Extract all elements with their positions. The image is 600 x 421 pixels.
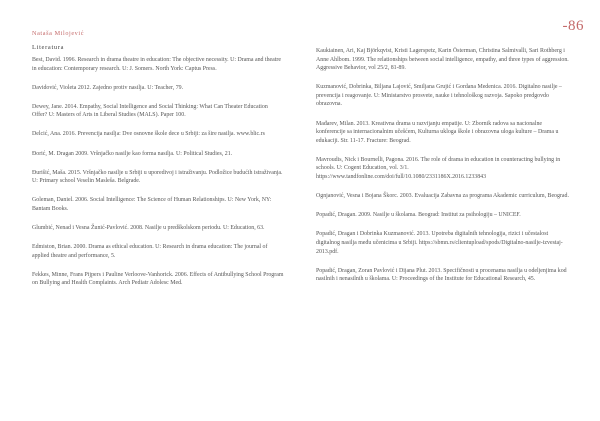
left-column bbox=[32, 56, 284, 299]
reference-entry: Kaukiainen, Ari, Kaj Björkqvist, Kristi Lagerspetz, Karin Österman, Christina Salmivalli, Sari Rothberg i Anne Ahlbom. 1999. The relationships between social intelligence, empathy, and three types of aggression. Aggressive Behavior, vol 25/2, 81-89. bbox=[316, 48, 569, 72]
reference-entry: Glumbić, Nenad i Vesna Žunić-Pavlović. 2008. Nasilje u predškolskom periodu. U: Education, 63. bbox=[32, 225, 265, 232]
reference-entry: Đorić, M. Dragan 2009. Vršnjačko nasilje kao forma nasilja. U: Political Studies, 21. bbox=[32, 150, 233, 157]
reference-entry: Best, David. 1996. Research in drama theatre in education: The objective necessity. U: Drama and theatre in education: Contemporary research. U: J. Somers. North York: Captus Press. bbox=[32, 57, 281, 72]
reference-entry: Goleman, Daniel. 2006. Social Intelligence: The Science of Human Relationships. U: New York, NY: Bantam Books. bbox=[32, 197, 272, 212]
page-number: -86 bbox=[562, 18, 584, 34]
reference-entry: Davidović, Violeta 2012. Zajedno protiv nasilja. U: Teacher, 79. bbox=[32, 84, 184, 91]
reference-entry: Dewey, Jane. 2014. Empathy, Social Intelligence and Social Thinking: What Can Theater Education Offer? U: Masters of Arts in Liberal Studies (MALS). Paper 100. bbox=[32, 103, 268, 119]
reference-entry: Popadić, Dragan. 2009. Nasilje u školama. Beograd: Institut za psihologiju – UNICEF. bbox=[316, 212, 521, 219]
reference-entry: Popadić, Dragan, Zoran Pavlović i Dijana Plut. 2013. Specifičnosti u procenama nasilja u odeljenjima kod nasilnih i nenasilnih u školama. U: Proceedings of the Institute for Educational Research, 45. bbox=[316, 267, 567, 283]
reference-entry: Mađarev, Milan. 2013. Kreativna drama u razvijanju empatije. U: Zbornik radova sa nacionalne konferencije sa internacionalnim učešćem, Kulturna ukloga škole i obrazovna uloga kulture – Drama u edukaciji. Str. 11-17. Fracture: Beograd. bbox=[316, 120, 559, 144]
reference-entry: Mavroudis, Nick i Bournelli, Pagona. 2016. The role of drama in education in counteracting bullying in schools. U: Cogent Education, vol. 3/1. https://www.tandfonline.com/doi/full/10.1080/2331186X.2016.1233843 bbox=[316, 156, 561, 181]
reference-entry: Đurišić, Maša. 2015. Vršnjačko nasilje u Srbiji u uporedivoj i istraživanju. Podložice budućih istraživanja. U: Primary school Veselin Masleša. Belgrade. bbox=[32, 169, 283, 185]
reference-entry: Edmiston, Brian. 2000. Drama as ethical education. U: Research in drama education: The journal of applied theatre and performance, 5. bbox=[32, 244, 268, 259]
reference-entry: Popadić, Dragan i Dobrinka Kuzmanović. 2013. Upotreba digitalnih tehnologija, rizici i učestalost digitalnog nasilja među učenicima u Srbiji. https://sbmn.rs/clientupload/spods/Digitalno-nasilje-izvestaj-2013.pdf. bbox=[316, 231, 563, 255]
section-title: Literatura bbox=[32, 44, 65, 51]
reference-entry: Ognjanović, Vesna i Bojana Škorc. 2003. Evaluacija Zabavna za programa Akademic curriculum, Beograd. bbox=[316, 193, 569, 200]
reference-entry: Kuzmanović, Dobrinka, Biljana Lajović, Smiljana Grujić i Gordana Medenica. 2016. Digitalno nasilje – prevencija i reagovanje. U: Ministarstvo prosvete, nauke i tehnološkog razvoja. Sapoko predgovdo obrazovna. bbox=[316, 84, 562, 108]
reference-entry: Delcić, Ana. 2016. Prevencija nasilja: Dve osnovne škole dece u Srbiji: za šire nasilja. www.blic.rs bbox=[32, 131, 265, 138]
reference-entry: Fekkes, Minne, Frans Pijpers i Pauline Verloove-Vanhorick. 2006. Effects of Antibullying School Program on Bullying and Health Complaints. Arch Pediatr Adolesc Med. bbox=[32, 271, 284, 287]
right-column bbox=[316, 47, 570, 294]
author-name: Nataša Milojević bbox=[32, 30, 85, 37]
